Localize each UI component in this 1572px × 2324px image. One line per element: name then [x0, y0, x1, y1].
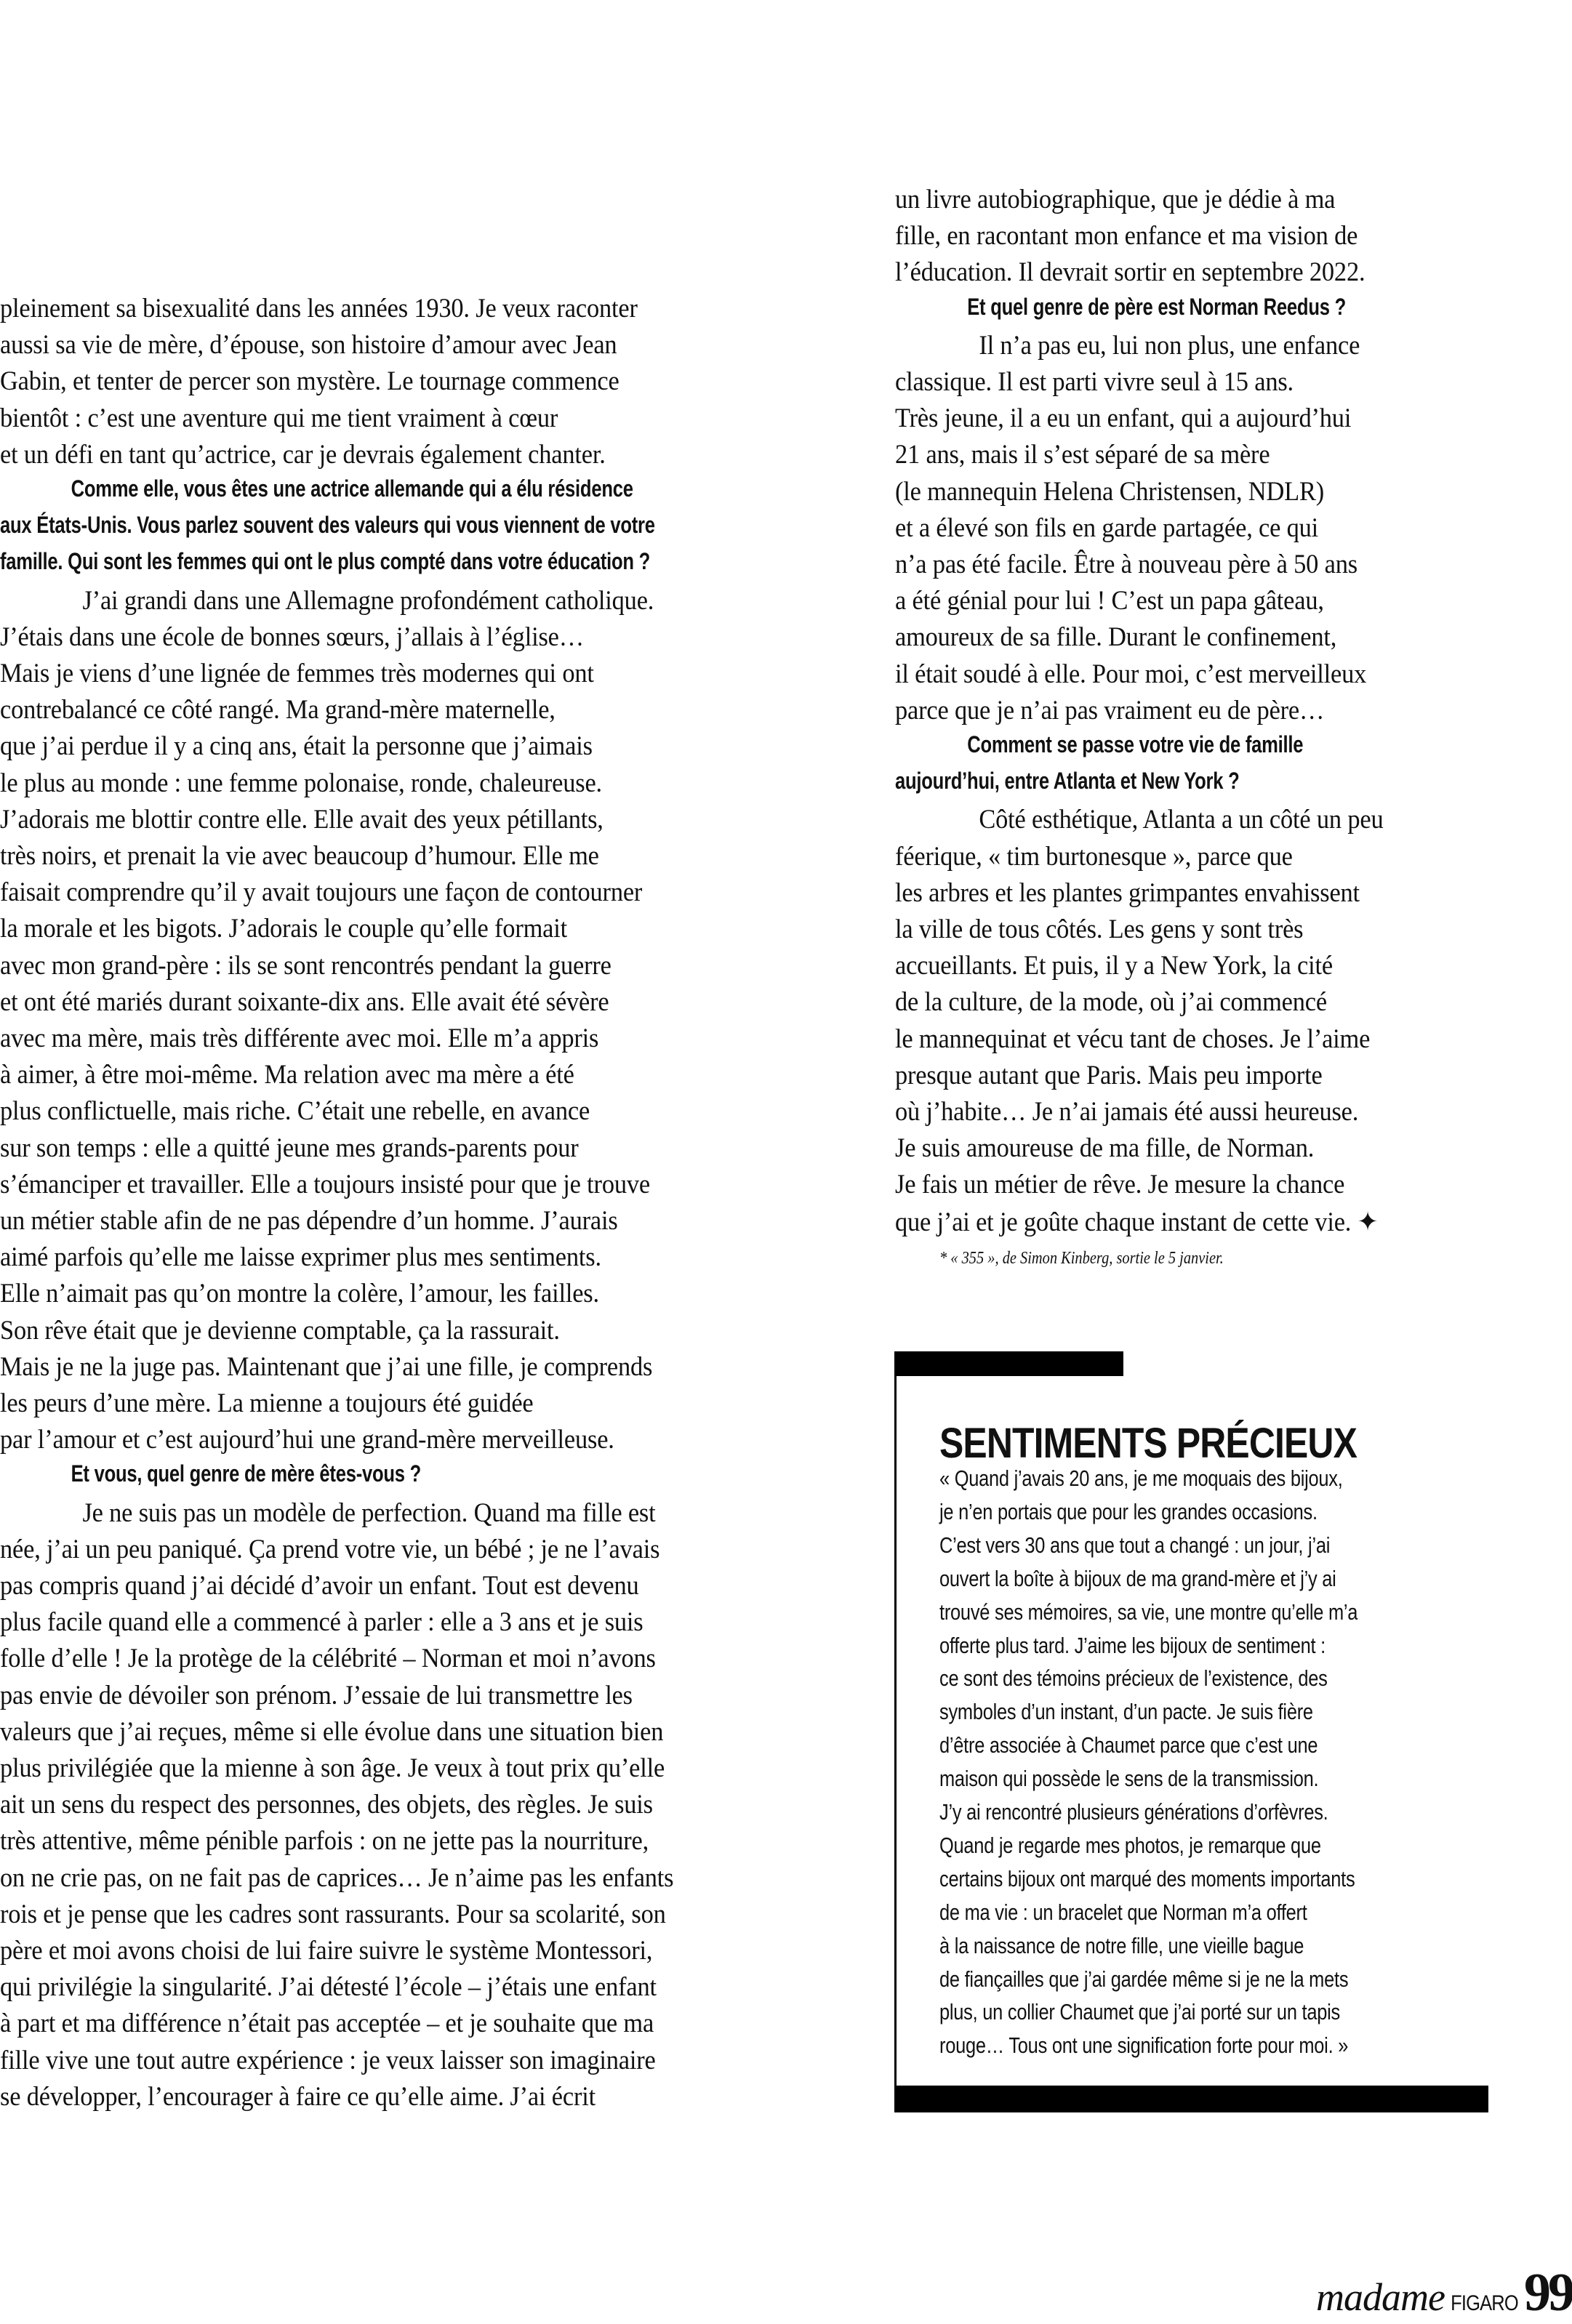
sidebar-text-line: maison qui possède le sens de la transmission.: [939, 1766, 1319, 1792]
box-bottom-bar: [894, 2086, 1488, 2112]
body-text-line: fille vive une tout autre expérience : je veux laisser son imaginaire: [0, 2045, 656, 2075]
body-text-line: la ville de tous côtés. Les gens y sont très: [895, 914, 1304, 944]
body-text-line: à part et ma différence n’était pas acceptée – et je souhaite que ma: [0, 2009, 654, 2039]
body-text-line: fille, en racontant mon enfance et ma vision de: [895, 221, 1358, 252]
body-text-line: de la culture, de la mode, où j’ai commencé: [895, 987, 1327, 1018]
body-text-line: a été génial pour lui ! C’est un papa gâteau,: [895, 586, 1324, 616]
body-text-line: valeurs que j’ai reçues, même si elle évolue dans une situation bien: [0, 1716, 664, 1747]
sidebar-text-line: de ma vie : un bracelet que Norman m’a offert: [939, 1899, 1307, 1925]
sidebar-text-line: d’être associée à Chaumet parce que c’est une: [939, 1732, 1318, 1758]
page-footer: [1316, 2262, 1572, 2323]
body-text-line: que j’ai et je goûte chaque instant de cette vie. ✦: [895, 1207, 1379, 1237]
box-top-bar: [894, 1351, 1123, 1376]
body-text-line: Elle n’aimait pas qu’on montre la colère, l’amour, les failles.: [0, 1279, 599, 1309]
body-text-line: J’étais dans une école de bonnes sœurs, j’allais à l’église…: [0, 622, 584, 652]
body-text-line: très attentive, même pénible parfois : on ne jette pas la nourriture,: [0, 1826, 649, 1857]
body-text-line: contrebalancé ce côté rangé. Ma grand-mère maternelle,: [0, 695, 556, 725]
sidebar-text-line: « Quand j’avais 20 ans, je me moquais des bijoux,: [939, 1465, 1343, 1491]
body-text-line: n’a pas été facile. Être à nouveau père à 50 ans: [895, 550, 1358, 579]
sidebar-text-line: ce sont des témoins précieux de l’existence, des: [939, 1665, 1328, 1692]
body-text-line: le mannequinat et vécu tant de choses. Je l’aime: [895, 1024, 1371, 1054]
body-text-line: à aimer, à être moi-même. Ma relation avec ma mère a été: [0, 1060, 574, 1090]
body-text-line: le plus au monde : une femme polonaise, ronde, chaleureuse.: [0, 768, 602, 798]
body-text-line: la morale et les bigots. J’adorais le couple qu’elle formait: [0, 914, 568, 944]
body-text-line: aimé parfois qu’elle me laisse exprimer plus mes sentiments.: [0, 1242, 601, 1273]
body-text-line: plus facile quand elle a commencé à parler : elle a 3 ans et je suis: [0, 1607, 643, 1638]
interview-question-line: Et quel genre de père est Norman Reedus ?: [967, 293, 1346, 320]
body-text-line: Très jeune, il a eu un enfant, qui a aujourd’hui: [895, 403, 1352, 434]
body-text-line: Je ne suis pas un modèle de perfection. Quand ma fille est: [82, 1497, 656, 1528]
body-text-line: pas compris quand j’ai décidé d’avoir un enfant. Tout est devenu: [0, 1571, 639, 1601]
body-text-line: il était soudé à elle. Pour moi, c’est merveilleux: [895, 659, 1367, 689]
body-text-line: les arbres et les plantes grimpantes envahissent: [895, 877, 1360, 908]
body-text-line: Je suis amoureuse de ma fille, de Norman.: [895, 1133, 1315, 1164]
sidebar-text-line: J’y ai rencontré plusieurs générations d’orfèvres.: [939, 1799, 1328, 1825]
sidebar-text-line: certains bijoux ont marqué des moments importants: [939, 1865, 1355, 1891]
page-number: 99: [1524, 2263, 1572, 2323]
interview-question-line: famille. Qui sont les femmes qui ont le plus compté dans votre éducation ?: [0, 548, 651, 575]
body-text-line: un livre autobiographique, que je dédie à ma: [895, 185, 1336, 214]
body-text-line: 21 ans, mais il s’est séparé de sa mère: [895, 440, 1270, 470]
body-text-line: l’éducation. Il devrait sortir en septembre 2022.: [895, 257, 1366, 288]
footnote: * « 355 », de Simon Kinberg, sortie le 5 janvier.: [939, 1249, 1224, 1268]
body-text-line: pleinement sa bisexualité dans les années 1930. Je veux raconter: [0, 294, 638, 323]
sidebar-text-line: symboles d’un instant, d’un pacte. Je suis fière: [939, 1699, 1313, 1725]
sidebar-text-line: à la naissance de notre fille, une vieille bague: [939, 1932, 1304, 1958]
body-text-line: accueillants. Et puis, il y a New York, la cité: [895, 951, 1333, 981]
body-text-line: presque autant que Paris. Mais peu importe: [895, 1060, 1323, 1090]
interview-question-line: aux États-Unis. Vous parlez souvent des valeurs qui vous viennent de votre: [0, 512, 655, 539]
body-text-line: avec ma mère, mais très différente avec moi. Elle m’a appris: [0, 1024, 599, 1053]
sidebar-text-line: plus, un collier Chaumet que j’ai porté sur un tapis: [939, 1999, 1341, 2025]
sidebar-text-line: C’est vers 30 ans que tout a changé : un jour, j’ai: [939, 1532, 1331, 1558]
body-text-line: qui privilégie la singularité. J’ai détesté l’école – j’étais une enfant: [0, 1972, 657, 2003]
body-text-line: amoureux de sa fille. Durant le confinement,: [895, 622, 1337, 653]
body-text-line: Son rêve était que je devienne comptable, ça la rassurait.: [0, 1315, 560, 1346]
sidebar-text-line: Quand je regarde mes photos, je remarque que: [939, 1832, 1321, 1858]
body-text-line: s’émanciper et travailler. Elle a toujours insisté pour que je trouve: [0, 1169, 650, 1199]
body-text-line: un métier stable afin de ne pas dépendre d’un homme. J’aurais: [0, 1206, 618, 1236]
body-text-line: parce que je n’ai pas vraiment eu de père…: [895, 695, 1325, 725]
box-left-rule: [894, 1351, 897, 2112]
sidebar-title: SENTIMENTS PRÉCIEUX: [939, 1420, 1357, 1467]
body-text-line: et a élevé son fils en garde partagée, ce qui: [895, 512, 1319, 543]
interview-question-line: aujourd’hui, entre Atlanta et New York ?: [895, 768, 1240, 795]
body-text-line: que j’ai perdue il y a cinq ans, était la personne que j’aimais: [0, 731, 593, 762]
body-text-line: bientôt : c’est une aventure qui me tient vraiment à cœur: [0, 403, 558, 433]
magazine-logo-madame: madame: [1316, 2275, 1445, 2319]
body-text-line: avec mon grand-père : ils se sont rencontrés pendant la guerre: [0, 950, 611, 981]
body-text-line: faisait comprendre qu’il y avait toujours une façon de contourner: [0, 877, 643, 908]
body-text-line: classique. Il est parti vivre seul à 15 ans.: [895, 367, 1294, 397]
sidebar-text-line: offerte plus tard. J’aime les bijoux de sentiment :: [939, 1632, 1326, 1658]
body-text-line: plus privilégiée que la mienne à son âge. Je veux à tout prix qu’elle: [0, 1753, 665, 1783]
body-text-line: les peurs d’une mère. La mienne a toujours été guidée: [0, 1388, 534, 1418]
body-text-line: aussi sa vie de mère, d’épouse, son histoire d’amour avec Jean: [0, 330, 617, 361]
body-text-line: J’adorais me blottir contre elle. Elle avait des yeux pétillants,: [0, 804, 603, 835]
body-text-line: Il n’a pas eu, lui non plus, une enfance: [979, 330, 1360, 361]
body-text-line: J’ai grandi dans une Allemagne profondément catholique.: [82, 585, 654, 616]
body-text-line: très noirs, et prenait la vie avec beaucoup d’humour. Elle me: [0, 841, 599, 871]
body-text-line: plus conflictuelle, mais riche. C’était une rebelle, en avance: [0, 1096, 590, 1127]
sidebar-text-line: je n’en portais que pour les grandes occasions.: [939, 1498, 1318, 1524]
body-text-line: ait un sens du respect des personnes, des objets, des règles. Je suis: [0, 1790, 653, 1820]
sidebar-text-line: rouge… Tous ont une signification forte pour moi. »: [939, 2033, 1349, 2059]
body-text-line: et ont été mariés durant soixante-dix ans. Elle avait été sévère: [0, 986, 609, 1017]
interview-question-line: Comme elle, vous êtes une actrice allemande qui a élu résidence: [71, 475, 633, 502]
body-text-line: (le mannequin Helena Christensen, NDLR): [895, 476, 1324, 507]
body-text-line: sur son temps : elle a quitté jeune mes grands-parents pour: [0, 1133, 579, 1163]
body-text-line: Mais je ne la juge pas. Maintenant que j’ai une fille, je comprends: [0, 1351, 653, 1382]
body-text-line: pas envie de dévoiler son prénom. J’essaie de lui transmettre les: [0, 1680, 633, 1710]
body-text-line: par l’amour et c’est aujourd’hui une grand-mère merveilleuse.: [0, 1425, 614, 1455]
sidebar-text-line: ouvert la boîte à bijoux de ma grand-mère et j’y ai: [939, 1565, 1336, 1591]
body-text-line: père et moi avons choisi de lui faire suivre le système Montessori,: [0, 1936, 653, 1966]
body-text-line: se développer, l’encourager à faire ce qu’elle aime. J’ai écrit: [0, 2081, 595, 2112]
magazine-logo-figaro: FIGARO: [1451, 2291, 1518, 2315]
body-text-line: Mais je viens d’une lignée de femmes très modernes qui ont: [0, 659, 594, 688]
body-text-line: rois et je pense que les cadres sont rassurants. Pour sa scolarité, son: [0, 1899, 666, 1929]
sidebar-text-line: de fiançailles que j’ai gardée même si je ne la mets: [939, 1966, 1349, 1992]
interview-question-line: Comment se passe votre vie de famille: [967, 731, 1304, 757]
body-text-line: où j’habite… Je n’ai jamais été aussi heureuse.: [895, 1097, 1359, 1127]
interview-question-line: Et vous, quel genre de mère êtes-vous ?: [71, 1460, 422, 1487]
body-text-line: féerique, « tim burtonesque », parce que: [895, 841, 1293, 872]
sidebar-text-line: trouvé ses mémoires, sa vie, une montre qu’elle m’a: [939, 1599, 1358, 1625]
body-text-line: et un défi en tant qu’actrice, car je devrais également chanter.: [0, 439, 606, 470]
body-text-line: on ne crie pas, on ne fait pas de caprices… Je n’aime pas les enfants: [0, 1862, 674, 1893]
body-text-line: Je fais un métier de rêve. Je mesure la chance: [895, 1170, 1345, 1200]
body-text-line: née, j’ai un peu paniqué. Ça prend votre vie, un bébé ; je ne l’avais: [0, 1534, 660, 1564]
body-text-line: folle d’elle ! Je la protège de la célébrité – Norman et moi n’avons: [0, 1644, 656, 1674]
body-text-line: Gabin, et tenter de percer son mystère. Le tournage commence: [0, 366, 619, 397]
body-text-line: Côté esthétique, Atlanta a un côté un peu: [979, 805, 1384, 835]
